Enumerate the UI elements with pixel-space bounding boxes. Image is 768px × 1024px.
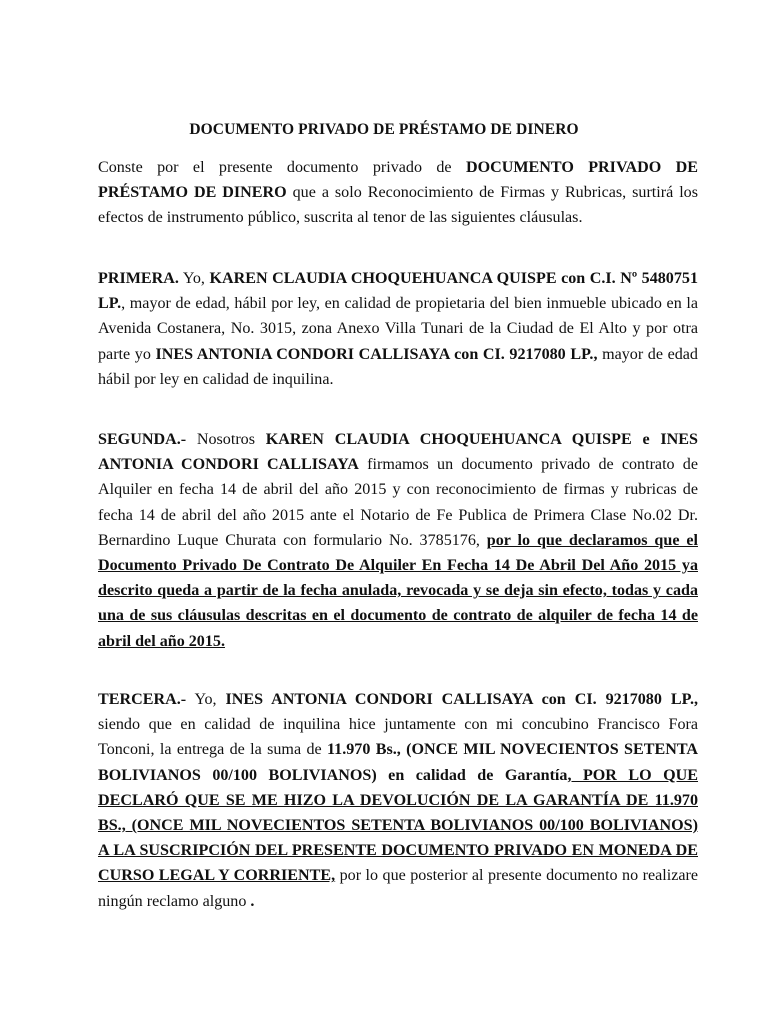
clause-heading: SEGUNDA.-	[98, 431, 187, 448]
text-run-bold: KAREN CLAUDIA CHOQUEHUANCA QUISPE con C.I. Nº 5480751 LP.	[98, 270, 698, 313]
text-run-bold: .	[250, 892, 255, 910]
text-run: siendo que en calidad de inquilina hice juntamente con mi concubino Francisco Fora Tonconi, la entrega de la suma de	[98, 716, 698, 759]
text-run: Conste por el presente documento privado de	[98, 159, 466, 176]
paragraph-tercera	[98, 687, 698, 914]
text-run: por lo que posterior al presente documento no realizare ningún reclamo alguno	[98, 867, 699, 910]
text-run: Yo,	[186, 691, 226, 708]
text-run: , mayor de edad, hábil por ley, en calidad de propietaria del bien inmueble ubicado en la Avenida Costanera, No. 3015, zona Anexo Villa Tunari de la Ciudad de El Alto y por otra parte yo	[98, 295, 698, 363]
paragraph-segunda	[98, 427, 698, 654]
text-run-bold-underline: por lo que declaramos que el Documento Privado De Contrato De Alquiler En Fecha 14 De Abril Del Año 2015 ya descrito queda a partir de la fecha anulada, revocada y se deja sin efecto, todas y cada una de sus cláusulas descritas en el documento de contrato de alquiler de fecha 14 de abril del año 2015.	[98, 531, 698, 650]
clause-heading: PRIMERA.	[98, 270, 179, 287]
text-run-bold: DOCUMENTO PRIVADO DE PRÉSTAMO DE DINERO	[98, 159, 698, 202]
text-run-bold: KAREN CLAUDIA CHOQUEHUANCA QUISPE e INES ANTONIA CONDORI CALLISAYA	[98, 431, 698, 474]
text-run-bold: INES ANTONIA CONDORI CALLISAYA con CI. 9217080 LP.,	[225, 691, 698, 708]
text-run: que a solo Reconocimiento de Firmas y Rubricas, surtirá los efectos de instrumento público, suscrita al tenor de las siguientes cláusulas.	[98, 184, 698, 227]
text-run: firmamos un documento privado de contrato de Alquiler en fecha 14 de abril del año 2015 y con reconocimiento de firmas y rubricas de fecha 14 de abril del año 2015 ante el Notario de Fe Publica de Primera Clase No.02 Dr. Bernardino Luque Churata con formulario No. 3785176,	[98, 456, 698, 549]
text-run-bold: INES ANTONIA CONDORI CALLISAYA con CI. 9217080 LP.,	[155, 345, 598, 363]
paragraph-preamble	[98, 155, 698, 231]
clause-heading: TERCERA.-	[98, 691, 187, 708]
document-title: DOCUMENTO PRIVADO DE PRÉSTAMO DE DINERO	[189, 121, 579, 138]
text-run: Yo,	[178, 270, 210, 287]
text-run-bold: 11.970 Bs., (ONCE MIL NOVECIENTOS SETENTA BOLIVIANOS 00/100 BOLIVIANOS) en calidad de Garantía,	[98, 741, 698, 784]
text-run: mayor de edad hábil por ley en calidad de inquilina.	[98, 345, 698, 388]
paragraph-primera	[98, 266, 698, 392]
text-run: Nosotros	[186, 431, 266, 448]
text-run-bold-underline: POR LO QUE DECLARÓ QUE SE ME HIZO LA DEVOLUCIÓN DE LA GARANTÍA DE 11.970 BS., (ONCE MIL NOVECIENTOS SETENTA BOLIVIANOS 00/100 BOLIVIANOS) A LA SUSCRIPCIÓN DEL PRESENTE DOCUMENTO PRIVADO EN MONEDA DE CURSO LEGAL Y CORRIENTE,	[98, 766, 699, 885]
